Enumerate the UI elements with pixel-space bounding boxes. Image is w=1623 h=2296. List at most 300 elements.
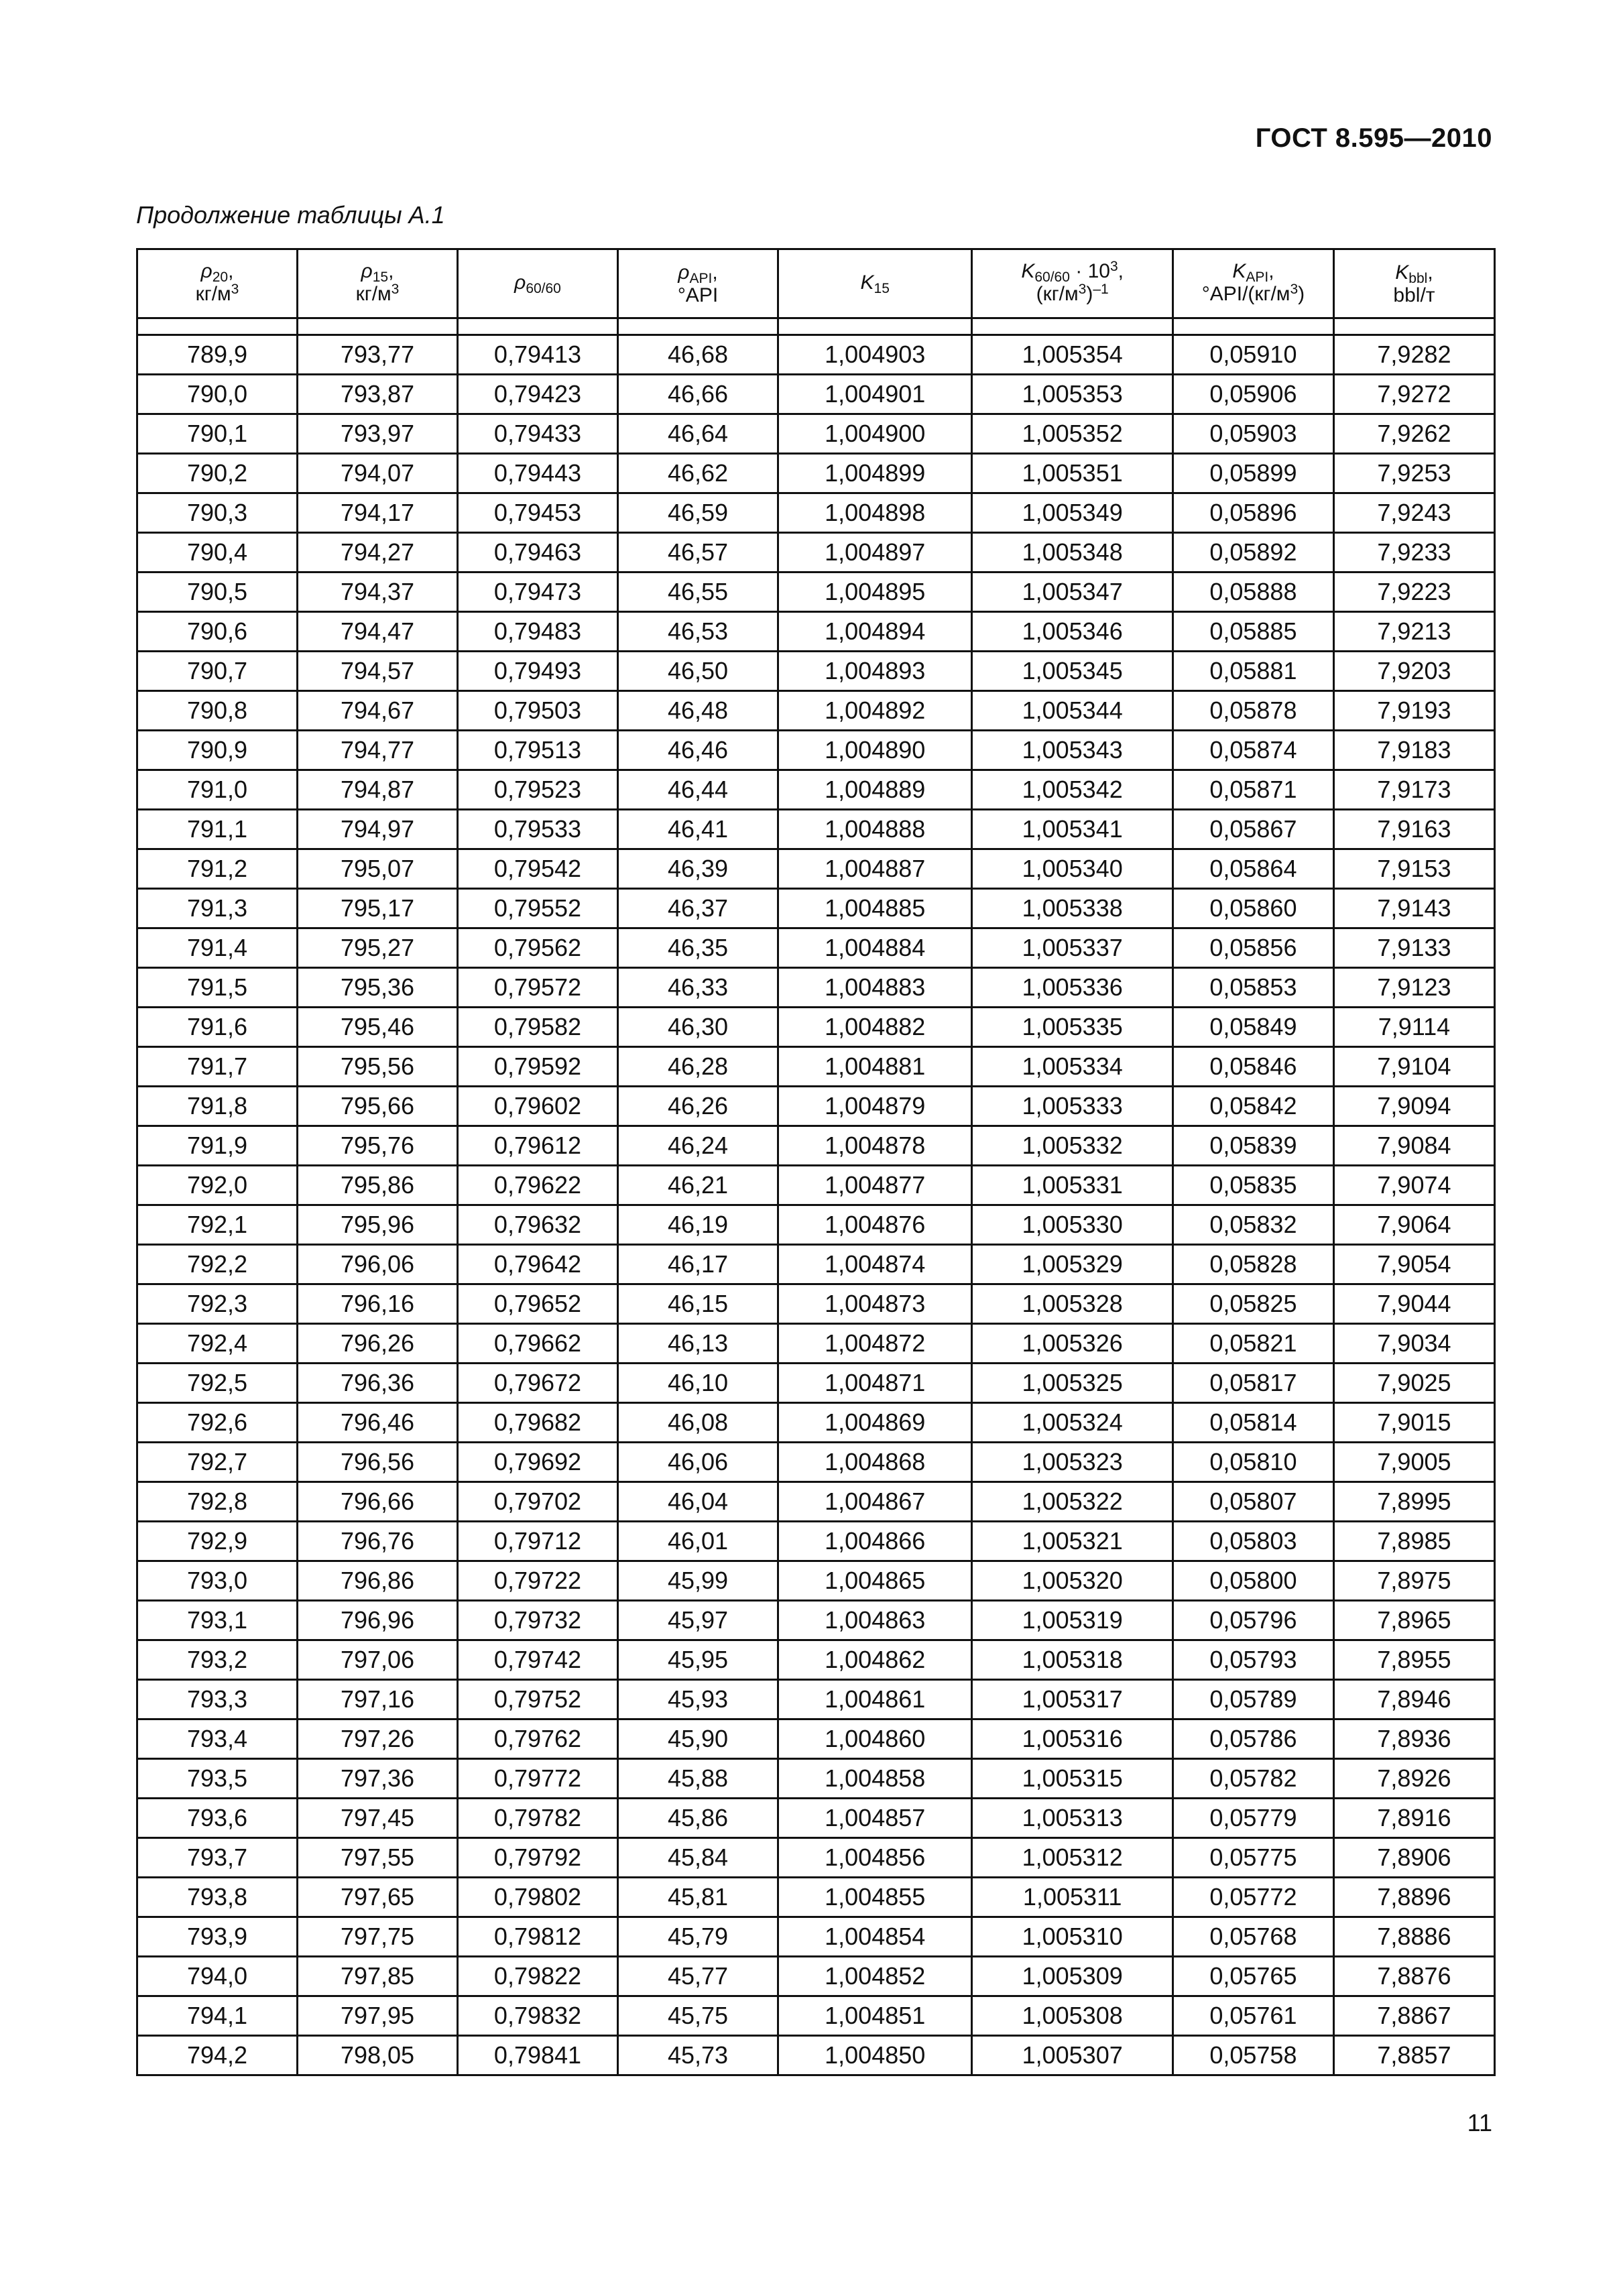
table-row (137, 2036, 1495, 2075)
table-cell: 791,2 (137, 849, 298, 889)
table-cell: 1,004866 (778, 1522, 972, 1561)
table-cell: 790,8 (137, 691, 298, 731)
table-row (137, 1047, 1495, 1087)
table-cell: 0,05814 (1173, 1403, 1333, 1443)
table-cell: 797,85 (298, 1957, 458, 1996)
table-cell: 797,95 (298, 1996, 458, 2036)
table-row (137, 1878, 1495, 1917)
table-cell: 0,05761 (1173, 1996, 1333, 2036)
table-cell: 0,05772 (1173, 1878, 1333, 1917)
table-cell: 46,57 (618, 533, 778, 572)
table-cell: 0,79662 (458, 1324, 618, 1364)
table-cell: 0,05888 (1173, 572, 1333, 612)
table-cell: 1,004862 (778, 1640, 972, 1680)
table-cell: 791,8 (137, 1087, 298, 1126)
table-cell: 794,1 (137, 1996, 298, 2036)
table-cell: 795,66 (298, 1087, 458, 1126)
table-cell: 0,79552 (458, 889, 618, 928)
table-cell: 1,005353 (972, 375, 1173, 414)
table-cell: 0,05839 (1173, 1126, 1333, 1166)
table-row (137, 572, 1495, 612)
table-cell: 45,99 (618, 1561, 778, 1601)
table-cell: 0,05807 (1173, 1482, 1333, 1522)
table-cell: 796,76 (298, 1522, 458, 1561)
table-cell: 0,79612 (458, 1126, 618, 1166)
table-cell: 1,005354 (972, 335, 1173, 375)
table-cell: 7,9015 (1333, 1403, 1494, 1443)
table-cell: 45,81 (618, 1878, 778, 1917)
table-cell: 7,9173 (1333, 770, 1494, 810)
table-cell: 1,004883 (778, 968, 972, 1008)
table-cell: 790,6 (137, 612, 298, 652)
table-row (137, 335, 1495, 375)
table-row (137, 1284, 1495, 1324)
table-cell: 795,76 (298, 1126, 458, 1166)
table-cell: 1,005337 (972, 928, 1173, 968)
col-header-k6060: $K_{60/60} \cdot 10^3$, $(кг/м^3)^{-1}$ (972, 249, 1173, 318)
table-cell: 7,9253 (1333, 454, 1494, 493)
table-cell: 0,05885 (1173, 612, 1333, 652)
table-cell: 46,06 (618, 1443, 778, 1482)
table-cell: 1,004877 (778, 1166, 972, 1205)
header-row (137, 249, 1495, 318)
table-cell: 0,05871 (1173, 770, 1333, 810)
table-row (137, 375, 1495, 414)
table-cell: 1,004893 (778, 652, 972, 691)
table-cell: 1,004887 (778, 849, 972, 889)
table-cell: 792,9 (137, 1522, 298, 1561)
table-cell: 1,004851 (778, 1996, 972, 2036)
table-cell: 46,28 (618, 1047, 778, 1087)
table-row (137, 1364, 1495, 1403)
table-cell: 0,05881 (1173, 652, 1333, 691)
table-cell: 1,005341 (972, 810, 1173, 849)
table-cell: 797,36 (298, 1759, 458, 1799)
table-cell: 1,005336 (972, 968, 1173, 1008)
table-cell: 1,005330 (972, 1205, 1173, 1245)
table-cell: 46,66 (618, 375, 778, 414)
table-cell: 46,26 (618, 1087, 778, 1126)
table-cell: 1,005316 (972, 1719, 1173, 1759)
table-cell: 0,05803 (1173, 1522, 1333, 1561)
table-cell: 45,86 (618, 1799, 778, 1838)
table-cell: 797,06 (298, 1640, 458, 1680)
table-cell: 796,46 (298, 1403, 458, 1443)
col-header-rho20: $\rho_{20}$, $кг/м^3$ (137, 249, 298, 318)
table-cell: 7,9064 (1333, 1205, 1494, 1245)
table-row (137, 414, 1495, 454)
table-cell: 0,79672 (458, 1364, 618, 1403)
table-cell: 0,79722 (458, 1561, 618, 1601)
table-cell: 0,05849 (1173, 1008, 1333, 1047)
table-cell: 0,05899 (1173, 454, 1333, 493)
table-cell: 1,004850 (778, 2036, 972, 2075)
table-cell: 0,79742 (458, 1640, 618, 1680)
table-cell: 1,005325 (972, 1364, 1173, 1403)
table-cell: 0,05796 (1173, 1601, 1333, 1640)
table-row (137, 493, 1495, 533)
table-cell: 45,84 (618, 1838, 778, 1878)
table-cell: 0,79582 (458, 1008, 618, 1047)
table-cell: 1,005320 (972, 1561, 1173, 1601)
table-cell: 0,79433 (458, 414, 618, 454)
table-cell: 0,05910 (1173, 335, 1333, 375)
table-row (137, 810, 1495, 849)
table-cell: 7,9054 (1333, 1245, 1494, 1284)
table-cell: 0,79602 (458, 1087, 618, 1126)
table-cell: 1,004871 (778, 1364, 972, 1403)
table-cell: 1,004890 (778, 731, 972, 770)
table-cell: 46,37 (618, 889, 778, 928)
table-cell: 0,05821 (1173, 1324, 1333, 1364)
table-cell: 797,55 (298, 1838, 458, 1878)
table-cell: 45,93 (618, 1680, 778, 1719)
table-cell: 1,005328 (972, 1284, 1173, 1324)
table-cell: 1,004900 (778, 414, 972, 454)
table-row (137, 1403, 1495, 1443)
table-cell: 1,005313 (972, 1799, 1173, 1838)
table-cell: 0,05842 (1173, 1087, 1333, 1126)
table-cell: 45,97 (618, 1601, 778, 1640)
table-cell: 0,05896 (1173, 493, 1333, 533)
table-cell: 0,05786 (1173, 1719, 1333, 1759)
table-row (137, 533, 1495, 572)
table-cell: 0,05864 (1173, 849, 1333, 889)
table-cell: 793,8 (137, 1878, 298, 1917)
table-cell: 1,005343 (972, 731, 1173, 770)
table-cell: 796,06 (298, 1245, 458, 1284)
table-cell: 796,96 (298, 1601, 458, 1640)
table-cell: 7,9114 (1333, 1008, 1494, 1047)
col-header-rho6060: $\rho_{60/60}$ (458, 249, 618, 318)
table-cell: 793,77 (298, 335, 458, 375)
table-cell: 7,9133 (1333, 928, 1494, 968)
table-cell: 0,79712 (458, 1522, 618, 1561)
table-cell: 0,05828 (1173, 1245, 1333, 1284)
table-cell: 790,9 (137, 731, 298, 770)
table-cell: 0,79513 (458, 731, 618, 770)
table-cell: 0,79752 (458, 1680, 618, 1719)
table-cell: 1,004856 (778, 1838, 972, 1878)
table-cell: 1,004858 (778, 1759, 972, 1799)
table-row (137, 1996, 1495, 2036)
table-cell: 7,9183 (1333, 731, 1494, 770)
table-cell: 794,2 (137, 2036, 298, 2075)
table-cell: 46,50 (618, 652, 778, 691)
table-cell: 0,05832 (1173, 1205, 1333, 1245)
table-cell: 1,004872 (778, 1324, 972, 1364)
col-header-k15: $K_{15}$ (778, 249, 972, 318)
table-cell: 46,62 (618, 454, 778, 493)
table-cell: 1,005307 (972, 2036, 1173, 2075)
table-cell: 0,79413 (458, 335, 618, 375)
table-cell: 0,05758 (1173, 2036, 1333, 2075)
table-cell: 0,79533 (458, 810, 618, 849)
table-row (137, 1719, 1495, 1759)
table-cell: 1,005324 (972, 1403, 1173, 1443)
table-row (137, 1205, 1495, 1245)
table-cell: 791,0 (137, 770, 298, 810)
table-cell: 796,86 (298, 1561, 458, 1601)
table-cell: 45,77 (618, 1957, 778, 1996)
table-cell: 1,005312 (972, 1838, 1173, 1878)
table-cell: 791,1 (137, 810, 298, 849)
table-body (137, 335, 1495, 2075)
table-cell: 794,77 (298, 731, 458, 770)
table-cell: 791,7 (137, 1047, 298, 1087)
table-cell: 793,9 (137, 1917, 298, 1957)
table-cell: 1,004892 (778, 691, 972, 731)
table-row (137, 1838, 1495, 1878)
table-cell: 0,05906 (1173, 375, 1333, 414)
table-cell: 794,27 (298, 533, 458, 572)
table-cell: 1,004881 (778, 1047, 972, 1087)
table-row (137, 1522, 1495, 1561)
table-cell: 0,05835 (1173, 1166, 1333, 1205)
table-cell: 1,005338 (972, 889, 1173, 928)
table-cell: 1,005333 (972, 1087, 1173, 1126)
header-spacer (137, 318, 1495, 335)
table-cell: 7,9243 (1333, 493, 1494, 533)
table-cell: 0,79632 (458, 1205, 618, 1245)
table-cell: 46,68 (618, 335, 778, 375)
table-cell: 791,6 (137, 1008, 298, 1047)
table-cell: 1,004897 (778, 533, 972, 572)
table-cell: 7,9123 (1333, 968, 1494, 1008)
table-row (137, 1759, 1495, 1799)
table-cell: 7,9005 (1333, 1443, 1494, 1482)
table-cell: 0,05775 (1173, 1838, 1333, 1878)
table-cell: 1,004895 (778, 572, 972, 612)
table-cell: 1,005345 (972, 652, 1173, 691)
table-cell: 1,004899 (778, 454, 972, 493)
table-cell: 791,4 (137, 928, 298, 968)
table-cell: 45,88 (618, 1759, 778, 1799)
table-cell: 796,66 (298, 1482, 458, 1522)
table-cell: 792,4 (137, 1324, 298, 1364)
table-cell: 790,4 (137, 533, 298, 572)
table-cell: 7,9233 (1333, 533, 1494, 572)
table-cell: 1,004882 (778, 1008, 972, 1047)
table-cell: 45,79 (618, 1917, 778, 1957)
table-cell: 1,004903 (778, 335, 972, 375)
table-cell: 0,79473 (458, 572, 618, 612)
table-row (137, 1166, 1495, 1205)
table-row (137, 1917, 1495, 1957)
table-cell: 1,004885 (778, 889, 972, 928)
table-cell: 7,8955 (1333, 1640, 1494, 1680)
col-header-rho15: $\rho_{15}$, $кг/м^3$ (298, 249, 458, 318)
table-cell: 1,004884 (778, 928, 972, 968)
table-cell: 0,79443 (458, 454, 618, 493)
table-cell: 7,8876 (1333, 1957, 1494, 1996)
table-cell: 1,005351 (972, 454, 1173, 493)
table-cell: 46,24 (618, 1126, 778, 1166)
table-cell: 1,005342 (972, 770, 1173, 810)
table-cell: 46,44 (618, 770, 778, 810)
table-cell: 1,005346 (972, 612, 1173, 652)
table-cell: 1,004860 (778, 1719, 972, 1759)
table-cell: 1,004854 (778, 1917, 972, 1957)
table-cell: 796,36 (298, 1364, 458, 1403)
table-cell: 797,65 (298, 1878, 458, 1917)
table-cell: 1,005347 (972, 572, 1173, 612)
table-cell: 791,9 (137, 1126, 298, 1166)
table-cell: 0,05867 (1173, 810, 1333, 849)
table-cell: 1,005332 (972, 1126, 1173, 1166)
table-cell: 790,5 (137, 572, 298, 612)
table-cell: 1,004894 (778, 612, 972, 652)
table-cell: 0,05782 (1173, 1759, 1333, 1799)
table-cell: 46,21 (618, 1166, 778, 1205)
table-cell: 1,005323 (972, 1443, 1173, 1482)
table-cell: 795,56 (298, 1047, 458, 1087)
table-cell: 46,13 (618, 1324, 778, 1364)
table-cell: 7,8995 (1333, 1482, 1494, 1522)
table-cell: 790,0 (137, 375, 298, 414)
table-row (137, 1443, 1495, 1482)
table-cell: 795,17 (298, 889, 458, 928)
table-cell: 1,005331 (972, 1166, 1173, 1205)
table-cell: 1,005352 (972, 414, 1173, 454)
table-cell: 46,01 (618, 1522, 778, 1561)
table-cell: 7,9203 (1333, 652, 1494, 691)
table-cell: 1,004861 (778, 1680, 972, 1719)
table-cell: 46,35 (618, 928, 778, 968)
table-cell: 0,79822 (458, 1957, 618, 1996)
table-row (137, 889, 1495, 928)
table-row (137, 1008, 1495, 1047)
table-cell: 794,87 (298, 770, 458, 810)
table-cell: 45,75 (618, 1996, 778, 2036)
table-cell: 1,005308 (972, 1996, 1173, 2036)
table-cell: 0,79503 (458, 691, 618, 731)
table-cell: 0,79423 (458, 375, 618, 414)
table-row (137, 652, 1495, 691)
table-cell: 1,004901 (778, 375, 972, 414)
table-cell: 0,79453 (458, 493, 618, 533)
table-cell: 794,37 (298, 572, 458, 612)
table-cell: 793,2 (137, 1640, 298, 1680)
table-cell: 796,16 (298, 1284, 458, 1324)
col-header-k-bbl: $K_{bbl}$, bbl/т (1333, 249, 1494, 318)
table-cell: 46,59 (618, 493, 778, 533)
table-cell: 1,005344 (972, 691, 1173, 731)
table-cell: 7,9084 (1333, 1126, 1494, 1166)
table-cell: 794,17 (298, 493, 458, 533)
table-row (137, 1680, 1495, 1719)
table-cell: 1,005317 (972, 1680, 1173, 1719)
table-cell: 46,64 (618, 414, 778, 454)
table-cell: 1,005348 (972, 533, 1173, 572)
table-cell: 790,3 (137, 493, 298, 533)
table-cell: 0,79772 (458, 1759, 618, 1799)
table-cell: 1,004879 (778, 1087, 972, 1126)
table-cell: 45,95 (618, 1640, 778, 1680)
table-row (137, 1245, 1495, 1284)
table-cell: 0,05903 (1173, 414, 1333, 454)
table-cell: 7,8926 (1333, 1759, 1494, 1799)
table-cell: 792,7 (137, 1443, 298, 1482)
table-cell: 0,79652 (458, 1284, 618, 1324)
table-cell: 794,67 (298, 691, 458, 731)
table-cell: 793,97 (298, 414, 458, 454)
table-cell: 46,48 (618, 691, 778, 731)
table-cell: 790,1 (137, 414, 298, 454)
table-cell: 795,86 (298, 1166, 458, 1205)
table-cell: 7,9262 (1333, 414, 1494, 454)
table-cell: 7,9272 (1333, 375, 1494, 414)
table-cell: 46,10 (618, 1364, 778, 1403)
col-header-k-api: $K_{API}$, $^\circ API/(кг/м^3)$ (1173, 249, 1333, 318)
table-cell: 7,9034 (1333, 1324, 1494, 1364)
table-cell: 794,97 (298, 810, 458, 849)
table-cell: 46,39 (618, 849, 778, 889)
table-cell: 46,08 (618, 1403, 778, 1443)
table-cell: 7,9025 (1333, 1364, 1494, 1403)
table-cell: 1,005322 (972, 1482, 1173, 1522)
table-cell: 1,004878 (778, 1126, 972, 1166)
table-cell: 793,1 (137, 1601, 298, 1640)
table-cell: 7,8857 (1333, 2036, 1494, 2075)
table-cell: 1,004863 (778, 1601, 972, 1640)
table-cell: 792,1 (137, 1205, 298, 1245)
table-cell: 1,005321 (972, 1522, 1173, 1561)
table-cell: 0,79592 (458, 1047, 618, 1087)
table-cell: 0,05860 (1173, 889, 1333, 928)
document-code: ГОСТ 8.595—2010 (1255, 123, 1492, 153)
table-cell: 793,0 (137, 1561, 298, 1601)
table-cell: 792,5 (137, 1364, 298, 1403)
table-cell: 7,9143 (1333, 889, 1494, 928)
table-cell: 0,79732 (458, 1601, 618, 1640)
table-cell: 0,05765 (1173, 1957, 1333, 1996)
table-cell: 7,8985 (1333, 1522, 1494, 1561)
col-header-rho-api: $\rho_{API}$, °API (618, 249, 778, 318)
table-cell: 0,05768 (1173, 1917, 1333, 1957)
table-cell: 0,05817 (1173, 1364, 1333, 1403)
table-cell: 0,79622 (458, 1166, 618, 1205)
table-row (137, 1799, 1495, 1838)
table-row (137, 849, 1495, 889)
table-cell: 795,96 (298, 1205, 458, 1245)
table-cell: 45,90 (618, 1719, 778, 1759)
table-cell: 1,005349 (972, 493, 1173, 533)
table-cell: 797,75 (298, 1917, 458, 1957)
table-row (137, 1957, 1495, 1996)
table-cell: 794,0 (137, 1957, 298, 1996)
table-cell: 1,005315 (972, 1759, 1173, 1799)
table-cell: 0,05800 (1173, 1561, 1333, 1601)
table-cell: 794,07 (298, 454, 458, 493)
table-cell: 791,3 (137, 889, 298, 928)
table-cell: 1,004869 (778, 1403, 972, 1443)
table-cell: 46,33 (618, 968, 778, 1008)
page-number: 11 (1467, 2109, 1492, 2136)
table-cell: 792,3 (137, 1284, 298, 1324)
table-cell: 0,05779 (1173, 1799, 1333, 1838)
table-cell: 7,8906 (1333, 1838, 1494, 1878)
table-cell: 1,005309 (972, 1957, 1173, 1996)
table-cell: 0,79463 (458, 533, 618, 572)
table-cell: 7,8867 (1333, 1996, 1494, 2036)
table-cell: 791,5 (137, 968, 298, 1008)
table-cell: 0,79493 (458, 652, 618, 691)
table-cell: 793,3 (137, 1680, 298, 1719)
table-cell: 1,004867 (778, 1482, 972, 1522)
table-cell: 0,79682 (458, 1403, 618, 1443)
table-cell: 0,05853 (1173, 968, 1333, 1008)
